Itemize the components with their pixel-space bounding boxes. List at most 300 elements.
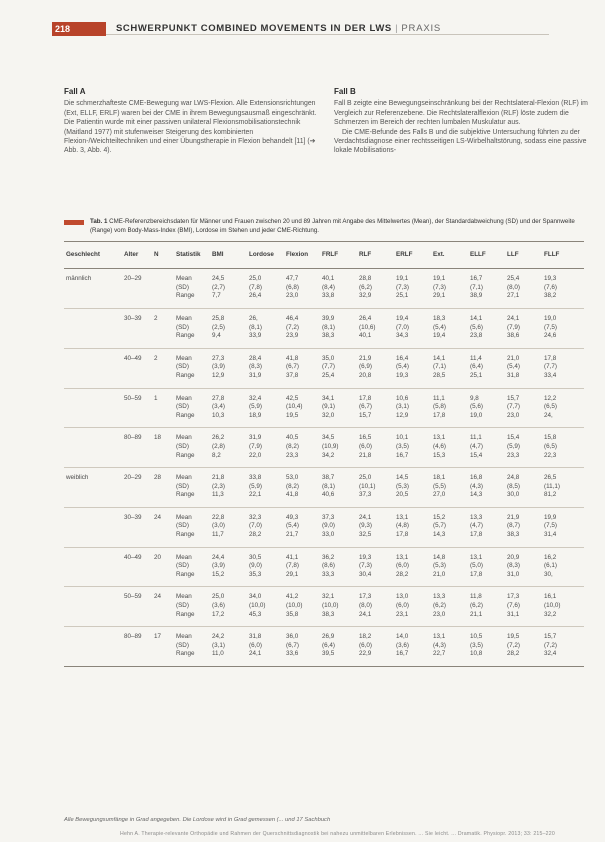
value: 7,7: [212, 292, 221, 300]
value: (5,9): [249, 403, 262, 411]
value-cell: [247, 269, 284, 309]
value: 22,1: [249, 491, 262, 499]
value: 27,8: [212, 394, 225, 402]
value-cell: [357, 308, 394, 348]
n-cell: 17: [152, 627, 174, 667]
value: 31,1: [507, 610, 520, 618]
value: 15,7: [507, 394, 520, 402]
value: (8,0): [507, 283, 520, 291]
table-caption-text: CME-Referenzbereichsdaten für Männer und Frauen zwischen 20 und 89 Jahren mit Angabe des Mittelwertes (Mean), der Standardabweichung (SD) und der Spannweite (Range) vom Body-Mass-Index (BMI), Lordose im Stehen und jeder CME-Richtung.: [90, 218, 575, 234]
value-cell: [320, 507, 357, 547]
value-cell: [542, 547, 584, 587]
value: 33,8: [322, 292, 335, 300]
value-cell: [505, 428, 542, 468]
value: (6,1): [544, 562, 557, 570]
value: 13,1: [396, 513, 409, 521]
statistic-label: Mean: [176, 513, 192, 521]
age-cell: 80–89: [122, 428, 152, 468]
value: 24,: [544, 411, 553, 419]
value: (7,3): [396, 283, 409, 291]
value: 17,8: [433, 411, 446, 419]
value-cell: [247, 348, 284, 388]
value-cell: [468, 348, 505, 388]
value-cell: [394, 348, 431, 388]
column-header: Geschlecht: [64, 242, 122, 269]
value: (4,8): [396, 522, 409, 530]
value: 10,8: [470, 650, 483, 658]
value-cell: [247, 468, 284, 508]
value: 23,1: [396, 610, 409, 618]
value: 11,4: [470, 354, 482, 362]
value: 45,3: [249, 610, 262, 618]
value: 14,5: [396, 474, 409, 482]
value: 15,7: [544, 633, 557, 641]
statistic-label: Mean: [176, 275, 192, 283]
value: (7,6): [544, 283, 557, 291]
value: (7,9): [507, 323, 520, 331]
value: 32,4: [249, 394, 262, 402]
value: 24,6: [544, 332, 557, 340]
value: 12,9: [212, 371, 225, 379]
value: 21,7: [286, 531, 299, 539]
statistic-label: Range: [176, 332, 195, 340]
value: (6,0): [359, 442, 372, 450]
value-cell: [284, 428, 320, 468]
value: 8,2: [212, 451, 221, 459]
value: 15,8: [544, 434, 557, 442]
value: 25,0: [359, 474, 372, 482]
header-title: SCHWERPUNKT COMBINED MOVEMENTS IN DER LWS: [116, 23, 392, 34]
value: 21,9: [507, 513, 520, 521]
value: 26,2: [212, 434, 225, 442]
value-cell: [542, 388, 584, 428]
age-cell: 80–89: [122, 627, 152, 667]
value: (8,5): [507, 482, 520, 490]
case-a-section: [64, 87, 324, 156]
sex-cell: [64, 308, 122, 348]
value: 13,3: [433, 593, 446, 601]
value-cell: [394, 627, 431, 667]
value: 21,9: [359, 354, 372, 362]
value: 31,0: [507, 570, 520, 578]
value: 15,3: [433, 451, 446, 459]
value: 38,3: [322, 610, 335, 618]
value: 30,5: [249, 553, 262, 561]
value: 15,7: [359, 411, 372, 419]
table-row: [64, 388, 584, 428]
value: 38,7: [322, 474, 335, 482]
value-cell: [210, 269, 247, 309]
value: (4,6): [433, 442, 446, 450]
value-cell: [320, 348, 357, 388]
value: 18,9: [249, 411, 262, 419]
value-cell: [431, 348, 468, 388]
value: 11,1: [470, 434, 482, 442]
value: 24,1: [359, 513, 372, 521]
column-header: BMI: [210, 242, 247, 269]
statistic-label: Range: [176, 371, 195, 379]
value: 41,8: [286, 491, 299, 499]
column-header: Ext.: [431, 242, 468, 269]
value: 33,8: [249, 474, 262, 482]
statistic-label: Range: [176, 491, 195, 499]
value: 40,6: [322, 491, 335, 499]
value: (7,5): [544, 522, 557, 530]
value: 9,8: [470, 394, 479, 402]
value: (6,2): [433, 602, 446, 610]
value: 14,0: [396, 633, 409, 641]
value: 32,1: [322, 593, 335, 601]
value: 14,3: [470, 491, 483, 499]
value-cell: [431, 468, 468, 508]
table-caption: [64, 218, 584, 235]
value: 38,2: [544, 292, 557, 300]
value: 24,5: [212, 275, 225, 283]
n-cell: 2: [152, 348, 174, 388]
value-cell: [320, 388, 357, 428]
value: (6,2): [359, 283, 372, 291]
value: 28,2: [396, 570, 409, 578]
value: 31,8: [507, 371, 520, 379]
value: 10,1: [396, 434, 409, 442]
value: 19,5: [286, 411, 299, 419]
value-cell: [468, 468, 505, 508]
statistic-cell: [174, 428, 210, 468]
value: 33,3: [322, 570, 335, 578]
value: 34,5: [322, 434, 335, 442]
value: (5,5): [433, 482, 446, 490]
value: (4,7): [470, 442, 483, 450]
statistic-cell: [174, 587, 210, 627]
table-body: [64, 269, 584, 667]
value: 13,1: [433, 434, 446, 442]
statistic-label: Mean: [176, 354, 192, 362]
value: (5,6): [470, 323, 483, 331]
statistic-label: Mean: [176, 553, 192, 561]
value: (8,7): [507, 522, 520, 530]
value: (6,4): [470, 363, 483, 371]
value: 38,6: [507, 332, 520, 340]
value: 22,7: [433, 650, 446, 658]
value-cell: [468, 547, 505, 587]
value-cell: [542, 507, 584, 547]
value-cell: [394, 587, 431, 627]
statistic-label: Range: [176, 411, 195, 419]
value: 17,8: [359, 394, 372, 402]
value-cell: [284, 388, 320, 428]
value: 25,4: [322, 371, 335, 379]
value: 38,9: [470, 292, 483, 300]
value: 38,3: [322, 332, 335, 340]
value-cell: [431, 428, 468, 468]
n-cell: 2: [152, 308, 174, 348]
value: (6,0): [359, 641, 372, 649]
value: 31,4: [544, 531, 557, 539]
value-cell: [468, 308, 505, 348]
n-cell: [152, 269, 174, 309]
value: 23,0: [507, 411, 520, 419]
value: 40,5: [286, 434, 299, 442]
sex-cell: [64, 507, 122, 547]
value: 28,8: [359, 275, 372, 283]
column-header: Statistik: [174, 242, 210, 269]
value: (6,7): [286, 363, 299, 371]
value: 21,0: [433, 570, 446, 578]
statistic-cell: [174, 388, 210, 428]
value: 17,2: [212, 610, 225, 618]
value-cell: [320, 587, 357, 627]
column-header: Lordose: [247, 242, 284, 269]
value: 22,0: [249, 451, 262, 459]
value: 14,8: [433, 553, 446, 561]
n-cell: 1: [152, 388, 174, 428]
value: 19,9: [544, 513, 557, 521]
value: (7,0): [249, 522, 262, 530]
value: 25,4: [507, 275, 520, 283]
value-cell: [247, 428, 284, 468]
value: 19,0: [470, 411, 483, 419]
value: 33,6: [286, 650, 299, 658]
value-cell: [210, 547, 247, 587]
value: 20,9: [507, 553, 520, 561]
value: 21,8: [212, 474, 225, 482]
value: 47,7: [286, 275, 299, 283]
value: (4,3): [433, 641, 446, 649]
value-cell: [505, 269, 542, 309]
value: 26,9: [322, 633, 335, 641]
value: 10,6: [396, 394, 409, 402]
column-header: Flexion: [284, 242, 320, 269]
value: 32,0: [322, 411, 335, 419]
value-cell: [431, 507, 468, 547]
value-cell: [284, 547, 320, 587]
value: 38,3: [507, 531, 520, 539]
value: (6,7): [359, 403, 372, 411]
value-cell: [394, 388, 431, 428]
value: (7,3): [433, 283, 446, 291]
value: 40,1: [359, 332, 372, 340]
sex-cell: [64, 348, 122, 388]
statistic-label: (SD): [176, 323, 189, 331]
value: 34,1: [322, 394, 335, 402]
statistic-cell: [174, 308, 210, 348]
table-row: [64, 428, 584, 468]
value-cell: [247, 388, 284, 428]
value: 24,2: [212, 633, 225, 641]
value: (10,6): [359, 323, 376, 331]
value: 12,2: [544, 394, 557, 402]
age-cell: 40–49: [122, 547, 152, 587]
value-cell: [320, 547, 357, 587]
value: (3,1): [212, 641, 225, 649]
value: 36,2: [322, 553, 335, 561]
value: 17,8: [470, 531, 483, 539]
value: 17,3: [359, 593, 372, 601]
value: 42,5: [286, 394, 299, 402]
value: 17,8: [396, 531, 409, 539]
statistic-label: Mean: [176, 394, 192, 402]
value: 17,8: [544, 354, 557, 362]
value-cell: [468, 587, 505, 627]
value: 19,3: [396, 371, 409, 379]
value: (2,8): [212, 442, 225, 450]
value-cell: [320, 269, 357, 309]
value: (10,4): [286, 403, 303, 411]
value: (7,2): [544, 641, 557, 649]
value: 35,0: [322, 354, 335, 362]
value: 16,7: [470, 275, 483, 283]
value-cell: [357, 388, 394, 428]
column-header: LLF: [505, 242, 542, 269]
value: 17,3: [507, 593, 520, 601]
value: 41,1: [286, 553, 299, 561]
value: (9,1): [322, 403, 335, 411]
value-cell: [320, 627, 357, 667]
value: 19,3: [359, 553, 372, 561]
n-cell: 18: [152, 428, 174, 468]
value-cell: [505, 507, 542, 547]
value: (3,9): [212, 562, 225, 570]
sex-cell: männlich: [64, 269, 122, 309]
statistic-label: (SD): [176, 602, 189, 610]
value: 25,1: [470, 371, 483, 379]
statistic-label: (SD): [176, 482, 189, 490]
value: 11,7: [212, 531, 224, 539]
value-cell: [357, 468, 394, 508]
value-cell: [247, 627, 284, 667]
value: 11,0: [212, 650, 224, 658]
value: (3,9): [212, 363, 225, 371]
n-cell: 20: [152, 547, 174, 587]
value: (7,7): [544, 363, 557, 371]
value: 30,0: [507, 491, 520, 499]
value-cell: [505, 627, 542, 667]
value: 36,0: [286, 633, 299, 641]
value: (6,9): [359, 363, 372, 371]
age-cell: 50–59: [122, 587, 152, 627]
value-cell: [431, 587, 468, 627]
age-cell: 20–29: [122, 269, 152, 309]
table-header-row: [64, 242, 584, 269]
value-cell: [394, 269, 431, 309]
value: 22,3: [544, 451, 557, 459]
sex-cell: [64, 428, 122, 468]
value-cell: [468, 428, 505, 468]
value: 13,1: [433, 633, 446, 641]
value: 34,3: [396, 332, 409, 340]
value: 33,0: [322, 531, 335, 539]
value: (7,1): [470, 283, 483, 291]
value-cell: [542, 627, 584, 667]
value: 46,4: [286, 314, 299, 322]
value: 33,4: [544, 371, 557, 379]
value: 13,1: [396, 553, 409, 561]
value: (5,3): [396, 482, 409, 490]
value: 26,4: [249, 292, 262, 300]
value-cell: [394, 468, 431, 508]
case-b-text-1: Fall B zeigte eine Bewegungseinschränkung bei der Rechtslateral-Flexion (RLF) im Vergleich zur Referenzebene. Die Rechtslateralflexion (RLF) löste zudem die Schmerzen im Bereich der rechten lumbalen Muskulatur aus.: [334, 100, 588, 127]
table-row: [64, 547, 584, 587]
age-cell: 30–39: [122, 308, 152, 348]
value: 16,5: [359, 434, 372, 442]
value: 12,9: [396, 411, 409, 419]
value: 33,9: [249, 332, 262, 340]
value: (4,3): [470, 482, 483, 490]
statistic-label: Mean: [176, 434, 192, 442]
value: 37,3: [322, 513, 335, 521]
value: 34,0: [249, 593, 262, 601]
value: (8,0): [359, 602, 372, 610]
value: 13,3: [470, 513, 483, 521]
value-cell: [542, 587, 584, 627]
value-cell: [284, 587, 320, 627]
value: 31,9: [249, 434, 262, 442]
value: (7,6): [507, 602, 520, 610]
value: 40,1: [322, 275, 335, 283]
value-cell: [394, 428, 431, 468]
statistic-cell: [174, 348, 210, 388]
value: (8,1): [322, 323, 335, 331]
value: 26,5: [544, 474, 557, 482]
column-header: FLLF: [542, 242, 584, 269]
column-header: Alter: [122, 242, 152, 269]
value: (7,7): [507, 403, 520, 411]
column-header: N: [152, 242, 174, 269]
value: 26,4: [359, 314, 372, 322]
value: 18,2: [359, 633, 372, 641]
value: (3,6): [396, 641, 409, 649]
value: 23,0: [286, 292, 299, 300]
value: 24,8: [507, 474, 520, 482]
value: (6,4): [322, 641, 335, 649]
value: 81,2: [544, 491, 557, 499]
value: 23,8: [470, 332, 483, 340]
value: (6,0): [396, 602, 409, 610]
value: 31,9: [249, 371, 262, 379]
value: 23,0: [433, 610, 446, 618]
table-row: [64, 308, 584, 348]
value-cell: [505, 587, 542, 627]
value: 18,3: [433, 314, 446, 322]
value: (7,5): [544, 323, 557, 331]
value: (6,5): [544, 403, 557, 411]
page-header: [52, 22, 549, 36]
statistic-cell: [174, 507, 210, 547]
value: 9,4: [212, 332, 221, 340]
value-cell: [210, 388, 247, 428]
n-cell: 28: [152, 468, 174, 508]
value: 10,5: [470, 633, 483, 641]
value: 20,5: [396, 491, 409, 499]
value: 25,1: [396, 292, 409, 300]
value-cell: [394, 507, 431, 547]
value: 19,1: [396, 275, 409, 283]
value: 29,1: [286, 570, 299, 578]
value-cell: [320, 468, 357, 508]
value: 34,2: [322, 451, 335, 459]
value: 24,1: [507, 314, 520, 322]
statistic-label: Mean: [176, 633, 192, 641]
value: 19,3: [544, 275, 557, 283]
value: 14,1: [470, 314, 483, 322]
value-cell: [542, 348, 584, 388]
value: (5,9): [249, 482, 262, 490]
value: (6,2): [470, 602, 483, 610]
value-cell: [320, 428, 357, 468]
value: 28,2: [249, 531, 262, 539]
value-cell: [431, 308, 468, 348]
value: 23,9: [286, 332, 299, 340]
